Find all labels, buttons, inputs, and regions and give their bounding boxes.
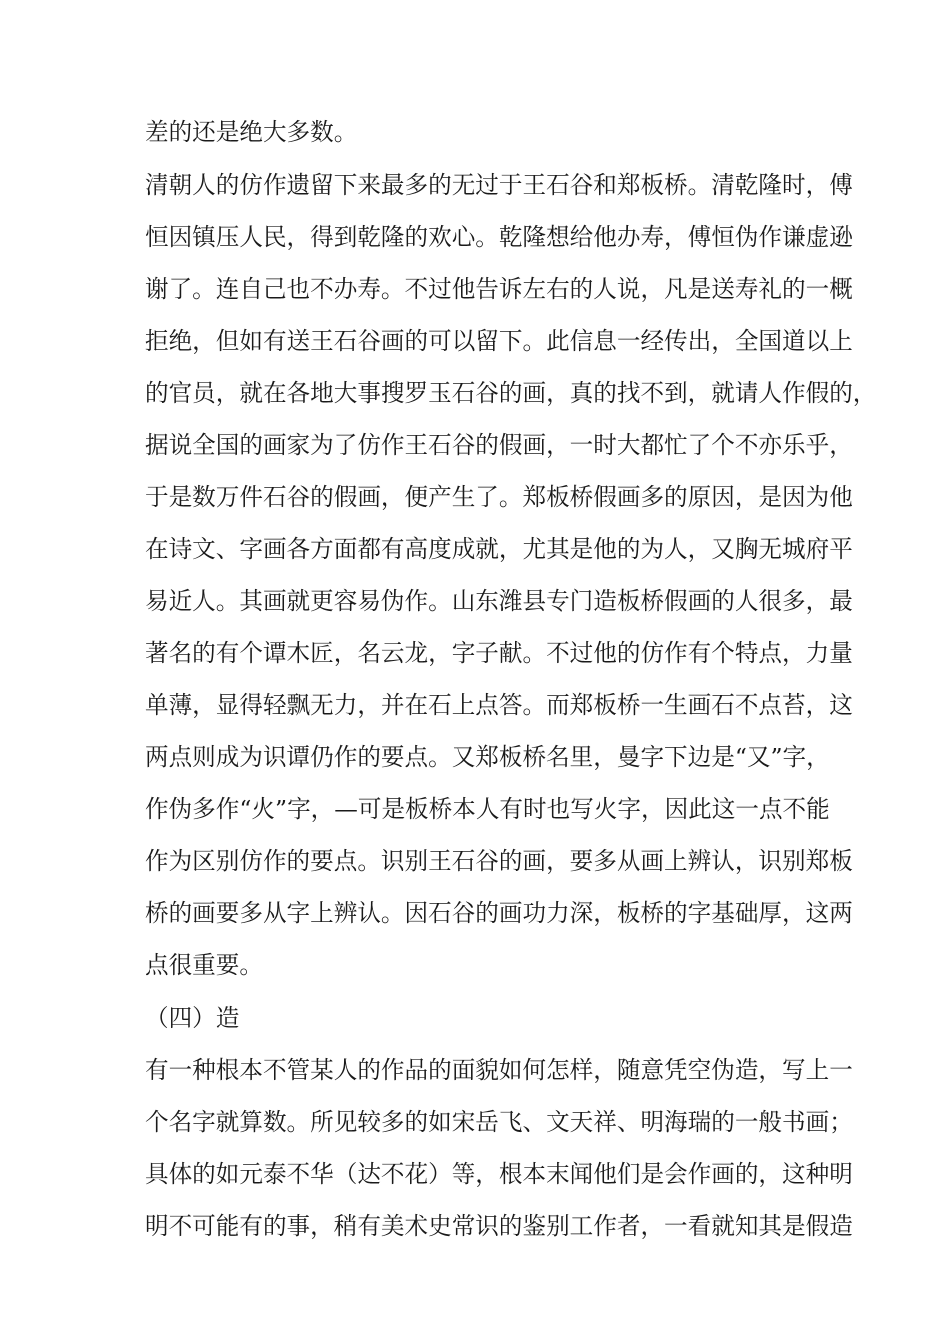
- text-line: 恒因镇压人民，得到乾隆的欢心。乾隆想给他办寿，傅恒伪作谦虚逊: [145, 223, 853, 251]
- text-line: 据说全国的画家为了仿作王石谷的假画，一时大都忙了个不亦乐乎，: [145, 431, 853, 459]
- text-line: 单薄，显得轻飘无力，并在石上点答。而郑板桥一生画石不点苔，这: [145, 691, 853, 719]
- text-line: 作为区别仿作的要点。识别王石谷的画，要多从画上辨认，识别郑板: [145, 847, 853, 875]
- text-line: 两点则成为识谭仍作的要点。又郑板桥名里，曼字下边是“又”字，: [145, 743, 830, 771]
- text-line: 谢了。连自己也不办寿。不过他告诉左右的人说，凡是送寿礼的一概: [145, 275, 853, 303]
- text-line: 桥的画要多从字上辨认。因石谷的画功力深，板桥的字基础厚，这两: [145, 899, 853, 927]
- section-heading: （四）造: [145, 1004, 240, 1032]
- text-line: 差的还是绝大多数。: [145, 118, 358, 146]
- text-line: 个名字就算数。所见较多的如宋岳飞、文天祥、明海瑞的一般书画；: [145, 1108, 853, 1136]
- text-line: 明不可能有的事，稍有美术史常识的鉴别工作者，一看就知其是假造: [145, 1212, 853, 1240]
- text-line: 于是数万件石谷的假画，便产生了。郑板桥假画多的原因，是因为他: [145, 483, 853, 511]
- text-line: 拒绝，但如有送王石谷画的可以留下。此信息一经传出，全国道以上: [145, 327, 853, 355]
- text-line: 著名的有个谭木匠，名云龙，字子献。不过他的仿作有个特点，力量: [145, 639, 853, 667]
- text-line: 作伪多作“火”字，—可是板桥本人有时也写火字，因此这一点不能: [145, 795, 830, 823]
- text-line: 清朝人的仿作遗留下来最多的无过于王石谷和郑板桥。清乾隆时，傅: [145, 171, 853, 199]
- text-line: 点很重要。: [145, 951, 263, 979]
- text-line: 易近人。其画就更容易伪作。山东潍县专门造板桥假画的人很多，最: [145, 587, 853, 615]
- text-line: 的官员，就在各地大事搜罗玉石谷的画，真的找不到，就请人作假的，: [145, 379, 877, 407]
- text-line: 具体的如元泰不华（达不花）等，根本末闻他们是会作画的，这种明: [145, 1160, 853, 1188]
- text-line: 有一种根本不管某人的作品的面貌如何怎样，随意凭空伪造，写上一: [145, 1056, 853, 1084]
- text-line: 在诗文、字画各方面都有高度成就，尤其是他的为人，又胸无城府平: [145, 535, 853, 563]
